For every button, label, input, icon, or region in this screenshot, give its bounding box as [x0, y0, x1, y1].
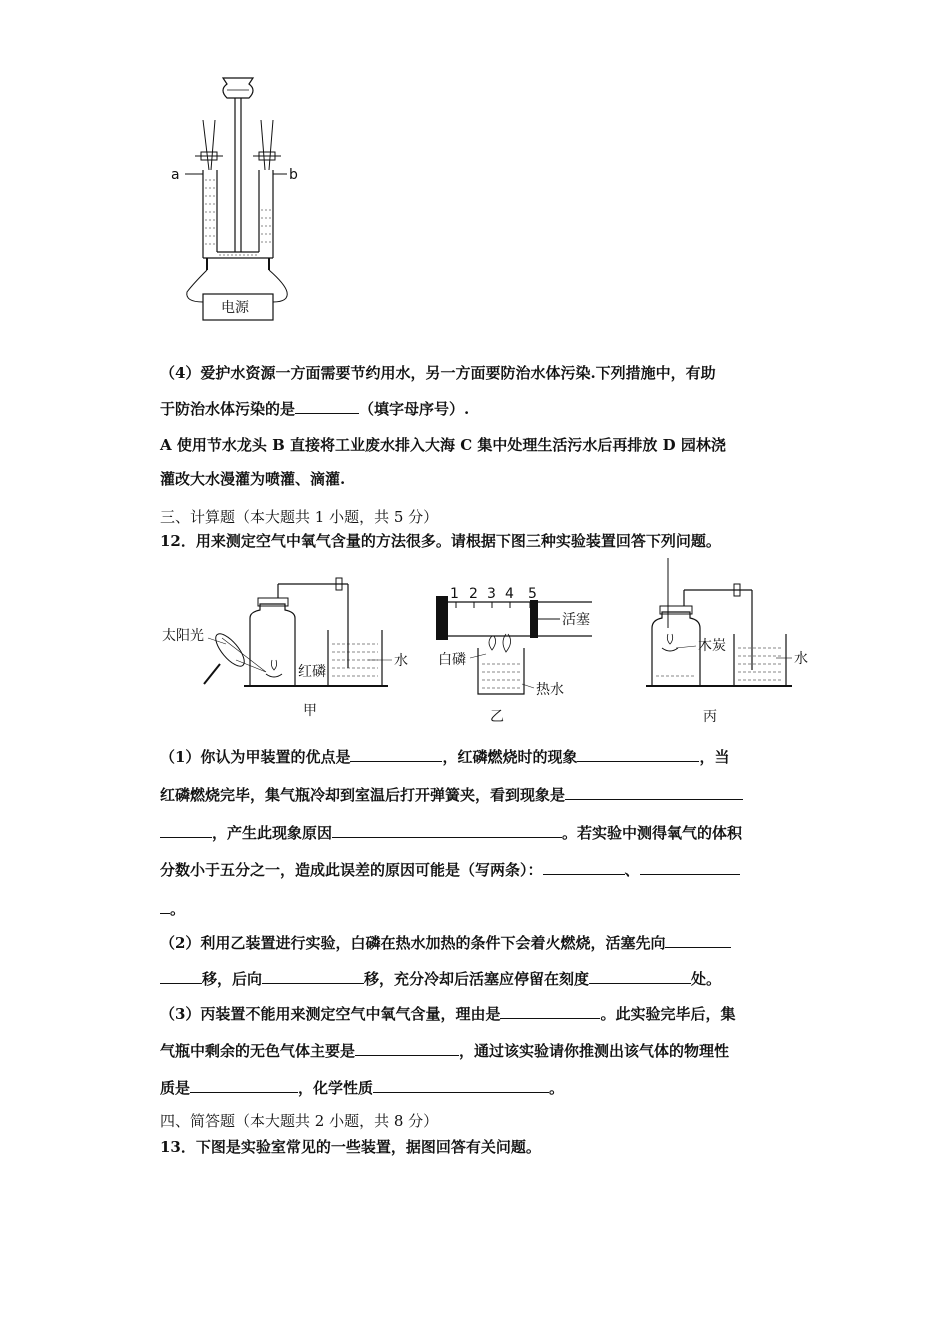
answer-blank[interactable] — [640, 860, 740, 875]
q4-options: A 使用节水龙头 B 直接将工业废水排入大海 C 集中处理生活污水后再排放 D 园林浇 — [160, 436, 726, 454]
answer-blank[interactable] — [295, 399, 359, 414]
label-a: a — [171, 167, 180, 183]
answer-blank[interactable] — [373, 1078, 549, 1093]
answer-blank[interactable] — [350, 747, 442, 762]
answer-blank[interactable] — [543, 860, 625, 875]
q12-1-line5: 。 — [160, 898, 185, 919]
electrolysis-apparatus-figure — [165, 70, 305, 330]
label-white-phosphorus: 白磷 — [438, 652, 466, 668]
q12-1-line3: ，产生此现象原因 。若实验中测得氧气的体积 — [160, 822, 742, 843]
q12-2-line2: 移，后向 移，充分冷却后活塞应停留在刻度 处。 — [160, 968, 721, 989]
q12-1-line1: （1）你认为甲装置的优点是 ，红磷燃烧时的现象 ，当 — [160, 748, 730, 766]
scale-1: 1 — [450, 586, 459, 602]
q4-line2a: 于防治水体污染的是 — [160, 400, 296, 418]
caption-yi: 乙 — [490, 709, 504, 725]
answer-blank[interactable] — [262, 969, 364, 984]
q12-3-line3: 质是 ，化学性质 。 — [160, 1079, 565, 1097]
q13-stem: 13．下图是实验室常见的一些装置，据图回答有关问题。 — [160, 1138, 541, 1156]
q4-line2b: （填字母序号）. — [359, 400, 470, 418]
label-piston: 活塞 — [562, 612, 590, 628]
q4-line2 — [160, 398, 469, 419]
apparatus-jia-figure — [160, 568, 410, 698]
label-water-bing: 水 — [794, 651, 808, 667]
answer-blank[interactable] — [500, 1004, 600, 1019]
power-label: 电源 — [221, 300, 249, 316]
answer-blank[interactable] — [160, 899, 170, 914]
section4-heading: 四、简答题（本大题共 2 小题，共 8 分） — [160, 1112, 439, 1130]
answer-blank[interactable] — [160, 823, 212, 838]
scale-2: 2 — [469, 586, 478, 602]
answer-blank[interactable] — [160, 969, 202, 984]
answer-blank[interactable] — [589, 969, 691, 984]
q12-3-line1: （3）丙装置不能用来测定空气中氧气含量，理由是 。此实验完毕后，集 — [160, 1005, 736, 1023]
label-sunlight: 太阳光 — [162, 628, 204, 644]
q12-1-line4: 分数小于五分之一，造成此误差的原因可能是（写两条）： 、 — [160, 859, 740, 880]
label-water-jia: 水 — [394, 653, 408, 669]
scale-4: 4 — [505, 586, 514, 602]
answer-blank[interactable] — [565, 785, 743, 800]
apparatus-bing-figure — [640, 558, 820, 698]
label-red-phosphorus: 红磷 — [298, 664, 326, 680]
label-charcoal: 木炭 — [698, 638, 726, 654]
section3-heading: 三、计算题（本大题共 1 小题，共 5 分） — [160, 508, 439, 526]
label-b: b — [289, 167, 298, 183]
apparatus-yi-figure — [432, 580, 612, 700]
answer-blank[interactable] — [190, 1078, 298, 1093]
q12-2-line1: （2）利用乙装置进行实验，白磷在热水加热的条件下会着火燃烧，活塞先向 — [160, 932, 731, 953]
q12-1-line2: 红磷燃烧完毕，集气瓶冷却到室温后打开弹簧夹，看到现象是 — [160, 784, 743, 805]
answer-blank[interactable] — [577, 747, 699, 762]
q4-line4: 灌改大水漫灌为喷灌、滴灌. — [160, 470, 346, 488]
answer-blank[interactable] — [332, 823, 562, 838]
scale-5: 5 — [528, 586, 537, 602]
answer-blank[interactable] — [355, 1041, 459, 1056]
caption-jia: 甲 — [303, 703, 317, 719]
scale-3: 3 — [487, 586, 496, 602]
q12-3-line2: 气瓶中剩余的无色气体主要是 ，通过该实验请你推测出该气体的物理性 — [160, 1042, 730, 1060]
caption-bing: 丙 — [703, 709, 717, 725]
q4-line1: （4）爱护水资源一方面需要节约用水，另一方面要防治水体污染.下列措施中，有助 — [160, 364, 716, 382]
q12-stem: 12．用来测定空气中氧气含量的方法很多。请根据下图三种实验装置回答下列问题。 — [160, 532, 721, 550]
answer-blank[interactable] — [665, 933, 731, 948]
label-hot-water: 热水 — [536, 682, 564, 698]
